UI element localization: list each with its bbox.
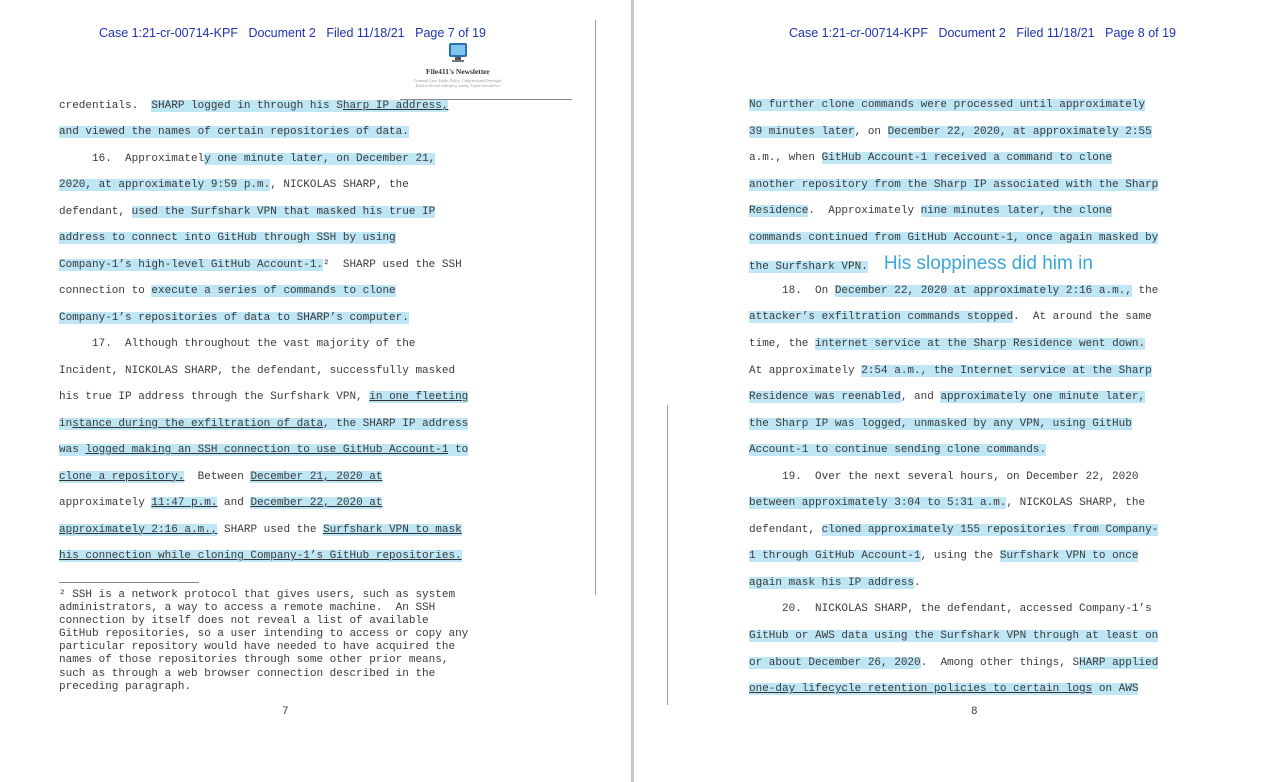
highlighted-text: , the SHARP IP address [323,417,469,430]
filed-date: Filed 11/18/21 [326,26,405,40]
text-segment: , using the [920,550,1000,563]
page-header [789,26,1183,40]
highlighted-text: December 22, 2020 at [250,497,383,510]
text-line [749,98,1145,112]
text-segment: defendant, [749,523,822,536]
text-line [749,417,1132,431]
footnote-divider [59,582,199,583]
text-line [59,364,455,378]
text-segment: 16. Approximatel [59,152,205,165]
highlighted-text: was [59,444,86,457]
text-segment: 19. Over the next several hours, on December 22, 2020 [749,470,1139,483]
text-line [749,364,1152,378]
text-line [749,470,1138,484]
highlighted-text: December 22, 2020, at approximately 2:55 [887,125,1152,138]
page-number: 8 [971,706,978,718]
highlighted-text: internet service at the Sharp Residence went down. [815,337,1146,350]
text-line [59,523,462,537]
text-segment: , when [775,152,822,165]
text-segment: Between [184,470,251,483]
text-line [59,549,462,563]
text-segment: approximately [59,497,152,510]
highlighted-text: on AWS [1092,683,1139,696]
highlighted-text: used the Surfshark VPN that masked his true IP [131,205,436,218]
text-line [749,178,1158,192]
text-segment: . At around the same [1013,311,1152,324]
text-line [59,205,435,219]
highlighted-text: logged making an SSH connection to use GitHub Account-1 [85,444,449,457]
text-line [59,337,415,351]
text-line [749,253,1093,275]
text-line [749,602,1152,616]
document-number: Document 2 [248,26,316,40]
case-number: Case 1:21-cr-00714-KPF [789,26,928,40]
highlighted-text: Account-1 to continue sending clone commands. [749,444,1047,457]
text-line [749,523,1158,537]
text-line [59,443,468,457]
text-line [749,443,1046,457]
text-segment: and [217,497,251,510]
text-line [59,390,468,404]
highlighted-text: his connection while cloning Company-1’s GitHub repositories. [59,549,462,562]
highlighted-text: HARP applied [1079,656,1159,669]
highlighted-text: nine minutes later, the clone [920,205,1113,218]
highlighted-text: 11:47 p.m. [151,497,218,510]
page-count: Page 7 of 19 [415,26,487,40]
text-segment: 17. Although throughout the vast majority of the [59,338,416,351]
text-segment: connection to [59,285,152,298]
newsletter-logo [408,42,508,88]
highlighted-text: stance during the exfiltration of data [72,417,324,430]
text-line [749,310,1152,324]
highlighted-text: GitHub Account-1 received a command to clone [821,152,1113,165]
text-segment: At approximately [749,364,862,377]
text-segment: ² SHARP used the SSH [323,258,462,271]
highlighted-text: Surfshark VPN to once [999,550,1139,563]
highlighted-text: commands continued from GitHub Account-1, once again masked by [749,231,1159,244]
document-page-right [634,0,1280,782]
text-segment: SHARP used the [217,523,324,536]
text-segment: the [1131,284,1159,297]
text-line [59,311,409,325]
page-count: Page 8 of 19 [1105,26,1177,40]
text-line [59,178,409,192]
text-line [59,99,448,113]
page-header [99,26,493,40]
highlighted-text: approximately 2:16 a.m., [59,523,218,536]
text-line [749,656,1158,670]
highlighted-text: the Surfshark VPN. [749,261,868,274]
highlighted-text: and viewed the names of certain repositories of data. [59,126,409,139]
logo-name: File411's Newsletter [426,67,490,76]
text-segment: 18. On [749,284,835,297]
text-segment: , on [854,125,888,138]
highlighted-text: harp IP address, [342,100,449,112]
highlighted-text: the Sharp IP was logged, unmasked by any VPN, using GitHub [749,417,1132,430]
highlighted-text: December 21, 2020 at [250,470,383,483]
highlighted-text: again mask his IP address [749,576,915,589]
text-line [59,417,468,431]
text-line [749,549,1138,563]
text-line [59,470,382,484]
highlighted-text: SHARP logged in through his S [151,100,343,112]
highlighted-text: 39 minutes later [749,125,855,138]
text-line [749,682,1138,696]
text-segment: 20. NICKOLAS SHARP, the defendant, accessed Company-1’s [749,603,1152,616]
text-line [59,125,409,139]
text-line [749,496,1145,510]
highlighted-text: GitHub or AWS data using the Surfshark VPN through at least on [749,630,1159,642]
text-line [749,204,1112,218]
logo-tagline: Criminal Case, Public Policy, Congressional Oversight, Politics Served with spicy snarky, Typos free and hot [413,78,503,88]
highlighted-text: cloned approximately 155 repositories from Company- [821,523,1159,536]
highlighted-text: one-day lifecycle retention policies to certain logs [749,683,1093,696]
highlighted-text: Residence was reenabled [749,391,901,404]
text-line [749,284,1158,298]
case-number: Case 1:21-cr-00714-KPF [99,26,238,40]
highlighted-text: approximately one minute later, [940,391,1146,404]
highlighted-text: in one fleeting [369,391,469,404]
text-line [59,496,382,510]
text-line [59,231,396,245]
page-edge-line [595,20,596,595]
text-line [749,337,1145,351]
highlighted-text: address to connect into GitHub through SSH by using [59,232,396,245]
highlighted-text: December 22, 2020 at approximately 2:16 a.m., [834,284,1132,297]
text-line [749,151,1112,165]
page-edge-line [667,405,668,705]
page-number: 7 [282,706,289,718]
document-page-left [0,0,631,782]
highlighted-text: attacker’s exfiltration commands stopped [749,311,1014,324]
highlighted-text: to [448,444,469,457]
text-segment: his true IP address through the Surfshark VPN, [59,391,370,404]
highlighted-text: in [59,417,73,430]
text-line [749,125,1152,139]
text-line [749,629,1158,643]
text-segment: a.m. [749,152,776,165]
highlighted-text: another repository from the Sharp IP associated with the Sharp [749,178,1159,191]
text-line [59,152,435,166]
highlighted-text: execute a series of commands to clone [151,285,396,298]
text-segment: Incident, NICKOLAS SHARP, the defendant, successfully masked [59,364,456,377]
document-number: Document 2 [938,26,1006,40]
text-segment: . Among other things, S [920,656,1080,669]
annotation-callout: His sloppiness did him in [883,253,1093,275]
highlighted-text: Company-1’s high-level GitHub Account-1. [59,258,324,271]
highlighted-text: y one minute later, on December 21, [204,152,436,165]
text-line [59,258,462,272]
footnote: ² SSH is a network protocol that gives users, such as system administrators, a way to access a remote machine. An SSH connection by itself does not reveal a list of available GitHub repositories, so a user intending to access or copy any particular repository would have needed to have acquired the names of those repositories through some other prior means, such as through a web browser connection described in the preceding paragraph. [59,589,469,693]
text-line [749,390,1145,404]
text-line [59,284,396,298]
highlighted-text: Company-1’s repositories of data to SHARP’s computer. [59,311,409,324]
text-segment: . [914,576,921,589]
text-segment: defendant, [59,205,132,218]
highlighted-text: 2:54 a.m., the Internet service at the Sharp [861,364,1152,377]
text-line [749,231,1158,245]
highlighted-text: Surfshark VPN to mask [323,523,462,536]
text-segment: , and [900,391,941,404]
highlighted-text: or about December 26, 2020 [749,656,921,669]
computer-icon [447,42,469,64]
filed-date: Filed 11/18/21 [1016,26,1095,40]
text-segment: . Approximately [808,205,921,218]
highlighted-text: No further clone commands were processed until approximately [749,99,1146,111]
highlighted-text: between approximately 3:04 to 5:31 a.m. [749,497,1007,510]
highlighted-text: Residence [749,205,809,218]
text-segment: credentials. [59,100,152,112]
highlighted-text: 2020, at approximately 9:59 p.m. [59,179,271,192]
text-line [749,576,921,590]
text-segment: time, the [749,337,816,350]
text-segment: , NICKOLAS SHARP, the [270,179,409,192]
highlighted-text: clone a repository. [59,470,185,483]
text-segment: , NICKOLAS SHARP, the [1006,497,1146,510]
highlighted-text: 1 through GitHub Account-1 [749,550,921,563]
